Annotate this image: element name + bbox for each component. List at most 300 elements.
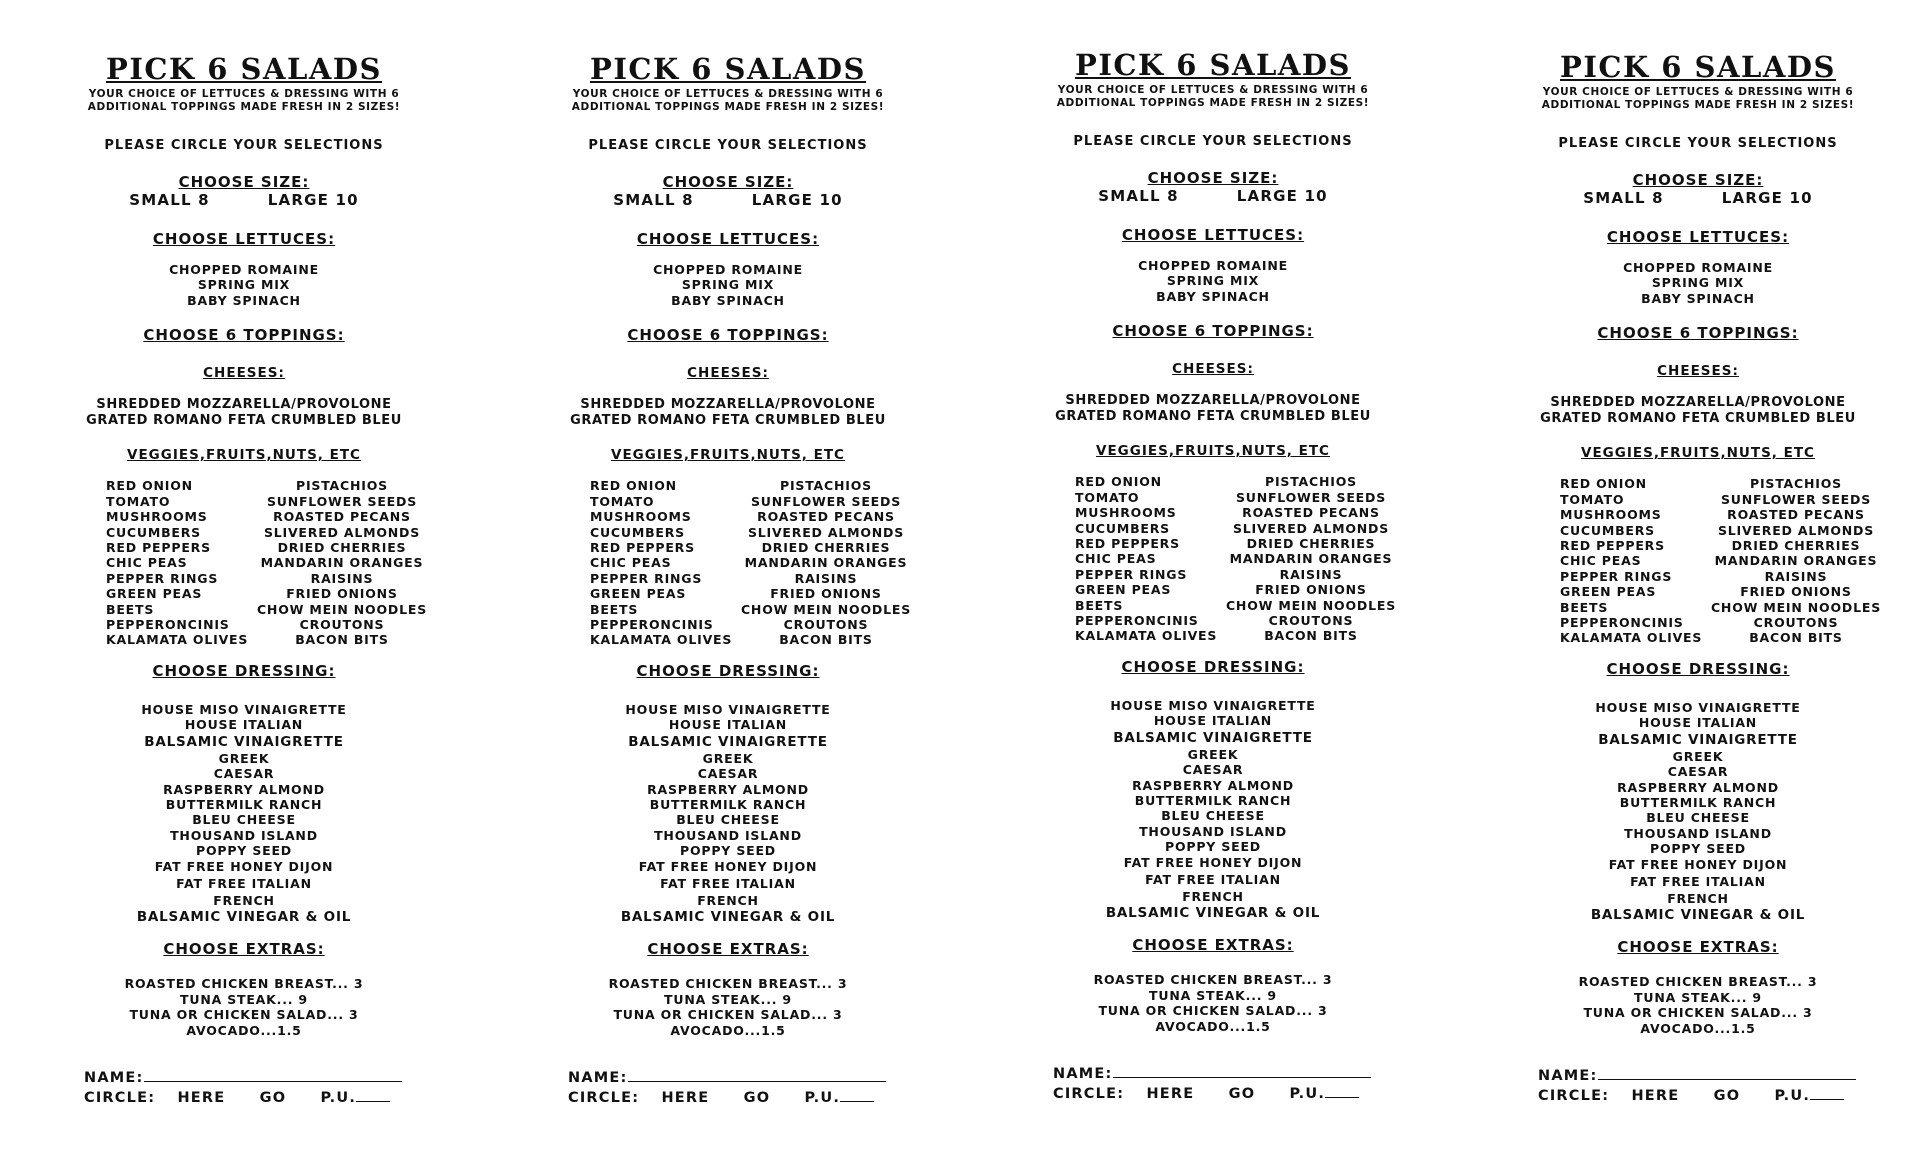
dressing-option[interactable]: GREEK: [218, 750, 270, 766]
size-heading: CHOOSE SIZE:: [1147, 169, 1279, 187]
dressing-list: [508, 702, 948, 926]
topping-option[interactable]: KALAMATA OLIVES: [590, 632, 733, 648]
size-options: [1478, 189, 1918, 207]
veggies-left-column: [590, 478, 732, 647]
cheese-option[interactable]: SHREDDED MOZZARELLA/PROVOLONE: [96, 397, 392, 413]
topping-option[interactable]: GREEN PEAS: [1560, 584, 1657, 600]
subtitle-line: YOUR CHOICE OF LETTUCES & DRESSING WITH 6: [1542, 86, 1854, 98]
dressing-option[interactable]: BLEU CHEESE: [1161, 808, 1265, 824]
go-option[interactable]: GO: [743, 1089, 771, 1106]
size-large-option[interactable]: LARGE 10: [1721, 189, 1813, 207]
dressing-option[interactable]: HOUSE MISO VINAIGRETTE: [625, 701, 831, 717]
topping-option[interactable]: CHIC PEAS: [590, 555, 672, 571]
topping-option[interactable]: CHOW MEIN NOODLES: [740, 601, 911, 617]
subtitle-line: ADDITIONAL TOPPINGS MADE FRESH IN 2 SIZES!: [571, 101, 885, 113]
toppings-heading: CHOOSE 6 TOPPINGS:: [1112, 322, 1314, 341]
dressing-option[interactable]: BALSAMIC VINEGAR & OIL: [1590, 907, 1806, 924]
topping-option[interactable]: PEPPERONCINIS: [1075, 613, 1199, 629]
dressing-option[interactable]: POPPY SEED: [680, 843, 776, 859]
topping-option[interactable]: PISTACHIOS: [1749, 476, 1842, 492]
dressing-option[interactable]: GREEK: [1672, 748, 1724, 764]
topping-option[interactable]: CUCUMBERS: [1075, 520, 1170, 536]
extra-option[interactable]: TUNA OR CHICKEN SALAD... 3: [613, 1007, 843, 1023]
extra-option[interactable]: ROASTED CHICKEN BREAST... 3: [608, 976, 848, 992]
topping-option[interactable]: PEPPERONCINIS: [1560, 615, 1684, 631]
topping-option[interactable]: MANDARIN ORANGES: [744, 555, 908, 571]
dressing-option[interactable]: POPPY SEED: [1165, 839, 1261, 855]
name-row: [84, 1068, 464, 1088]
name-row: [1538, 1066, 1918, 1086]
veggies-left-column: [1560, 476, 1702, 645]
topping-option[interactable]: GREEN PEAS: [106, 586, 203, 602]
circle-instruction: PLEASE CIRCLE YOUR SELECTIONS: [1558, 136, 1838, 151]
lettuce-option[interactable]: SPRING MIX: [1166, 273, 1260, 289]
lettuce-option[interactable]: SPRING MIX: [1651, 275, 1745, 291]
size-options: [993, 187, 1433, 205]
cheese-list: [24, 397, 464, 428]
dressing-heading: CHOOSE DRESSING:: [636, 661, 820, 680]
topping-option[interactable]: ROASTED PECANS: [273, 509, 411, 525]
topping-option[interactable]: MUSHROOMS: [1560, 507, 1662, 523]
topping-option[interactable]: CHOW MEIN NOODLES: [1710, 599, 1881, 615]
veggies-right-column: [1711, 476, 1881, 645]
dressing-option[interactable]: FAT FREE HONEY DIJON: [154, 858, 334, 874]
subtitle-line: YOUR CHOICE OF LETTUCES & DRESSING WITH 6: [88, 88, 400, 100]
topping-option[interactable]: SUNFLOWER SEEDS: [1720, 491, 1871, 507]
menu-title: PICK 6 SALADS: [1075, 48, 1351, 82]
topping-option[interactable]: FRIED ONIONS: [1740, 584, 1852, 600]
size-large-option[interactable]: LARGE 10: [751, 191, 843, 209]
topping-option[interactable]: MANDARIN ORANGES: [260, 555, 424, 571]
cheese-option[interactable]: GRATED ROMANO FETA CRUMBLED BLEU: [1540, 410, 1856, 426]
dressing-list: [24, 702, 464, 926]
topping-option[interactable]: TOMATO: [1075, 489, 1140, 505]
dressing-option[interactable]: POPPY SEED: [1650, 841, 1746, 857]
dressing-option[interactable]: BUTTERMILK RANCH: [165, 796, 323, 812]
pickup-option[interactable]: [1290, 1084, 1360, 1104]
name-label: NAME:: [84, 1069, 144, 1086]
order-card-4: [1478, 0, 1918, 1166]
topping-option[interactable]: CROUTONS: [1753, 615, 1839, 631]
extras-heading: CHOOSE EXTRAS:: [647, 940, 809, 959]
veggies-heading: VEGGIES,FRUITS,NUTS, ETC: [127, 447, 361, 464]
topping-option[interactable]: TOMATO: [590, 493, 655, 509]
size-heading: CHOOSE SIZE:: [1632, 171, 1764, 189]
topping-option[interactable]: DRIED CHERRIES: [761, 540, 891, 556]
veggies-grid: [24, 478, 464, 647]
topping-option[interactable]: SLIVERED ALMONDS: [747, 524, 905, 540]
dressing-option[interactable]: RASPBERRY ALMOND: [1617, 779, 1779, 795]
dressing-option[interactable]: BLEU CHEESE: [1646, 810, 1750, 826]
topping-option[interactable]: CUCUMBERS: [1560, 522, 1655, 538]
topping-option[interactable]: PISTACHIOS: [779, 478, 872, 494]
cheeses-heading: CHEESES:: [1172, 361, 1254, 378]
dressing-option[interactable]: FAT FREE HONEY DIJON: [1608, 856, 1788, 872]
topping-option[interactable]: DRIED CHERRIES: [277, 540, 407, 556]
cheese-option[interactable]: SHREDDED MOZZARELLA/PROVOLONE: [1550, 395, 1846, 411]
subtitle-line: YOUR CHOICE OF LETTUCES & DRESSING WITH 6: [1057, 84, 1369, 96]
topping-option[interactable]: MUSHROOMS: [1075, 505, 1177, 521]
circle-label: CIRCLE:: [84, 1089, 156, 1106]
lettuce-heading: CHOOSE LETTUCES:: [152, 230, 336, 248]
veggies-heading: VEGGIES,FRUITS,NUTS, ETC: [1581, 445, 1815, 462]
circle-instruction: PLEASE CIRCLE YOUR SELECTIONS: [588, 138, 868, 153]
cheese-option[interactable]: GRATED ROMANO FETA CRUMBLED BLEU: [86, 412, 402, 428]
order-form: [1478, 1066, 1918, 1106]
extra-option[interactable]: ROASTED CHICKEN BREAST... 3: [124, 976, 364, 992]
dressing-option[interactable]: BLEU CHEESE: [192, 812, 296, 828]
dressing-option[interactable]: FAT FREE ITALIAN: [1145, 871, 1281, 887]
here-option[interactable]: HERE: [661, 1089, 710, 1106]
dressing-option[interactable]: BALSAMIC VINAIGRETTE: [628, 733, 828, 750]
dressing-option[interactable]: HOUSE MISO VINAIGRETTE: [1110, 697, 1316, 713]
size-heading: CHOOSE SIZE:: [662, 173, 794, 191]
name-row: [1053, 1064, 1433, 1084]
topping-option[interactable]: CHIC PEAS: [106, 555, 188, 571]
name-label: NAME:: [568, 1069, 628, 1086]
lettuce-option[interactable]: CHOPPED ROMAINE: [169, 262, 319, 277]
dressing-option[interactable]: CAESAR: [1182, 762, 1244, 778]
dressing-option[interactable]: HOUSE ITALIAN: [1638, 715, 1758, 731]
pickup-line: [1810, 1086, 1844, 1100]
pickup-line: [1325, 1084, 1359, 1098]
size-heading: CHOOSE SIZE:: [178, 173, 310, 191]
topping-option[interactable]: PEPPERONCINIS: [106, 617, 230, 633]
topping-option[interactable]: ROASTED PECANS: [757, 509, 895, 525]
dressing-option[interactable]: THOUSAND ISLAND: [1624, 825, 1772, 841]
dressing-option[interactable]: BALSAMIC VINAIGRETTE: [1113, 729, 1313, 746]
subtitle-line: ADDITIONAL TOPPINGS MADE FRESH IN 2 SIZES!: [1056, 97, 1370, 109]
dressing-option[interactable]: FRENCH: [1182, 888, 1244, 904]
veggies-grid: [1478, 476, 1918, 645]
lettuce-option[interactable]: SPRING MIX: [197, 277, 291, 293]
topping-option[interactable]: RED PEPPERS: [590, 540, 695, 556]
dressing-option[interactable]: HOUSE MISO VINAIGRETTE: [141, 701, 347, 717]
topping-option[interactable]: BACON BITS: [779, 632, 873, 648]
extras-list: [1478, 974, 1918, 1036]
size-small-option[interactable]: SMALL 8: [129, 191, 210, 209]
topping-option[interactable]: BEETS: [1075, 597, 1124, 613]
topping-option[interactable]: CROUTONS: [1268, 613, 1354, 629]
topping-option[interactable]: PISTACHIOS: [295, 478, 388, 494]
size-large-option[interactable]: LARGE 10: [1236, 187, 1328, 205]
cheese-option[interactable]: GRATED ROMANO FETA CRUMBLED BLEU: [1055, 408, 1371, 424]
extra-option[interactable]: TUNA OR CHICKEN SALAD... 3: [1098, 1003, 1328, 1019]
name-row: [568, 1068, 948, 1088]
topping-option[interactable]: GREEN PEAS: [1075, 582, 1172, 598]
topping-option[interactable]: CUCUMBERS: [590, 524, 685, 540]
dressing-option[interactable]: CAESAR: [213, 766, 275, 782]
circle-instruction: PLEASE CIRCLE YOUR SELECTIONS: [104, 138, 384, 153]
size-large-option[interactable]: LARGE 10: [267, 191, 359, 209]
veggies-right-column: [1226, 474, 1396, 643]
dressing-option[interactable]: THOUSAND ISLAND: [654, 827, 802, 843]
topping-option[interactable]: PISTACHIOS: [1264, 474, 1357, 490]
dressing-option[interactable]: HOUSE ITALIAN: [184, 717, 304, 733]
topping-option[interactable]: MANDARIN ORANGES: [1229, 551, 1393, 567]
topping-option[interactable]: RAISINS: [310, 570, 374, 586]
lettuce-option[interactable]: SPRING MIX: [681, 277, 775, 293]
veggies-left-column: [106, 478, 248, 647]
dressing-option[interactable]: HOUSE MISO VINAIGRETTE: [1595, 699, 1801, 715]
lettuce-list: [24, 262, 464, 308]
extra-option[interactable]: AVOCADO...1.5: [670, 1022, 786, 1038]
menu-title: PICK 6 SALADS: [1560, 50, 1836, 84]
topping-option[interactable]: FRIED ONIONS: [770, 586, 882, 602]
toppings-heading: CHOOSE 6 TOPPINGS:: [143, 326, 345, 345]
lettuce-heading: CHOOSE LETTUCES:: [1606, 228, 1790, 246]
dressing-option[interactable]: BLEU CHEESE: [676, 812, 780, 828]
go-option[interactable]: GO: [259, 1089, 287, 1106]
dressing-option[interactable]: FRENCH: [697, 892, 759, 908]
dressing-option[interactable]: BUTTERMILK RANCH: [1134, 792, 1292, 808]
lettuce-option[interactable]: CHOPPED ROMAINE: [1623, 260, 1773, 275]
topping-option[interactable]: CHIC PEAS: [1075, 551, 1157, 567]
dressing-option[interactable]: BUTTERMILK RANCH: [649, 796, 807, 812]
veggies-grid: [993, 474, 1433, 643]
lettuce-list: [508, 262, 948, 308]
go-option[interactable]: GO: [1228, 1085, 1256, 1102]
extra-option[interactable]: TUNA STEAK... 9: [664, 991, 792, 1007]
topping-option[interactable]: MUSHROOMS: [106, 509, 208, 525]
topping-option[interactable]: RED ONION: [1560, 476, 1647, 492]
topping-option[interactable]: RAISINS: [1764, 568, 1828, 584]
veggies-heading: VEGGIES,FRUITS,NUTS, ETC: [611, 447, 845, 464]
topping-option[interactable]: MANDARIN ORANGES: [1714, 553, 1878, 569]
circle-instruction: PLEASE CIRCLE YOUR SELECTIONS: [1073, 134, 1353, 149]
menu-title: PICK 6 SALADS: [590, 52, 866, 86]
topping-option[interactable]: SUNFLOWER SEEDS: [750, 493, 901, 509]
extra-option[interactable]: TUNA STEAK... 9: [1149, 987, 1277, 1003]
extras-heading: CHOOSE EXTRAS:: [163, 940, 325, 959]
name-label: NAME:: [1053, 1065, 1113, 1082]
dressing-option[interactable]: FAT FREE ITALIAN: [1630, 873, 1766, 889]
extra-option[interactable]: TUNA STEAK... 9: [180, 991, 308, 1007]
name-field[interactable]: [144, 1068, 402, 1082]
topping-option[interactable]: KALAMATA OLIVES: [1560, 630, 1703, 646]
topping-option[interactable]: RED PEPPERS: [1075, 536, 1180, 552]
topping-option[interactable]: KALAMATA OLIVES: [106, 632, 249, 648]
dressing-option[interactable]: BALSAMIC VINAIGRETTE: [144, 733, 344, 750]
dressing-option[interactable]: POPPY SEED: [196, 843, 292, 859]
topping-option[interactable]: BACON BITS: [295, 632, 389, 648]
lettuce-option[interactable]: CHOPPED ROMAINE: [1138, 258, 1288, 273]
lettuce-option[interactable]: BABY SPINACH: [671, 292, 785, 308]
pickup-label: P.U.: [320, 1089, 357, 1106]
extra-option[interactable]: TUNA STEAK... 9: [1634, 989, 1762, 1005]
size-small-option[interactable]: SMALL 8: [1098, 187, 1179, 205]
veggies-heading: VEGGIES,FRUITS,NUTS, ETC: [1096, 443, 1330, 460]
lettuce-option[interactable]: BABY SPINACH: [187, 292, 301, 308]
dressing-option[interactable]: FAT FREE HONEY DIJON: [638, 858, 818, 874]
dressing-list: [993, 698, 1433, 922]
topping-option[interactable]: TOMATO: [106, 493, 171, 509]
dressing-option[interactable]: HOUSE ITALIAN: [1153, 713, 1273, 729]
menu-subtitle: [508, 88, 948, 114]
topping-option[interactable]: ROASTED PECANS: [1242, 505, 1380, 521]
topping-option[interactable]: BEETS: [590, 601, 639, 617]
extra-option[interactable]: AVOCADO...1.5: [1640, 1020, 1756, 1036]
pickup-label: P.U.: [804, 1089, 841, 1106]
cheeses-heading: CHEESES:: [203, 365, 285, 382]
topping-option[interactable]: ROASTED PECANS: [1727, 507, 1865, 523]
dressing-option[interactable]: GREEK: [1187, 746, 1239, 762]
topping-option[interactable]: TOMATO: [1560, 491, 1625, 507]
lettuce-list: [1478, 260, 1918, 306]
dressing-option[interactable]: BALSAMIC VINEGAR & OIL: [136, 909, 352, 926]
topping-option[interactable]: RED ONION: [106, 478, 193, 494]
dressing-option[interactable]: CAESAR: [1667, 764, 1729, 780]
veggies-left-column: [1075, 474, 1217, 643]
dressing-option[interactable]: RASPBERRY ALMOND: [647, 781, 809, 797]
topping-option[interactable]: RED PEPPERS: [106, 540, 211, 556]
go-option[interactable]: GO: [1713, 1087, 1741, 1104]
topping-option[interactable]: CROUTONS: [299, 617, 385, 633]
topping-option[interactable]: CUCUMBERS: [106, 524, 201, 540]
dressing-option[interactable]: FRENCH: [1667, 890, 1729, 906]
dressing-option[interactable]: BALSAMIC VINEGAR & OIL: [620, 909, 836, 926]
topping-option[interactable]: PEPPER RINGS: [590, 570, 703, 586]
topping-option[interactable]: RED PEPPERS: [1560, 538, 1665, 554]
lettuce-heading: CHOOSE LETTUCES:: [636, 230, 820, 248]
dressing-option[interactable]: FAT FREE ITALIAN: [176, 875, 312, 891]
dressing-option[interactable]: BUTTERMILK RANCH: [1619, 794, 1777, 810]
topping-option[interactable]: FRIED ONIONS: [1255, 582, 1367, 598]
dressing-heading: CHOOSE DRESSING:: [1121, 657, 1305, 676]
dressing-option[interactable]: RASPBERRY ALMOND: [163, 781, 325, 797]
dressing-option[interactable]: CAESAR: [697, 766, 759, 782]
topping-option[interactable]: BEETS: [106, 601, 155, 617]
topping-option[interactable]: BACON BITS: [1264, 628, 1358, 644]
topping-option[interactable]: GREEN PEAS: [590, 586, 687, 602]
topping-option[interactable]: SUNFLOWER SEEDS: [1235, 489, 1386, 505]
dressing-option[interactable]: RASPBERRY ALMOND: [1132, 777, 1294, 793]
topping-option[interactable]: RED ONION: [1075, 474, 1162, 490]
size-options: [508, 191, 948, 209]
pickup-line: [840, 1088, 874, 1102]
topping-option[interactable]: SLIVERED ALMONDS: [1232, 520, 1390, 536]
menu-title: PICK 6 SALADS: [106, 52, 382, 86]
topping-option[interactable]: SLIVERED ALMONDS: [1717, 522, 1875, 538]
topping-option[interactable]: CHOW MEIN NOODLES: [256, 601, 427, 617]
topping-option[interactable]: SLIVERED ALMONDS: [263, 524, 421, 540]
extra-option[interactable]: AVOCADO...1.5: [186, 1022, 302, 1038]
menu-subtitle: [24, 88, 464, 114]
dressing-option[interactable]: GREEK: [702, 750, 754, 766]
extras-list: [24, 976, 464, 1038]
extra-option[interactable]: TUNA OR CHICKEN SALAD... 3: [1583, 1005, 1813, 1021]
topping-option[interactable]: BACON BITS: [1749, 630, 1843, 646]
cheese-option[interactable]: GRATED ROMANO FETA CRUMBLED BLEU: [570, 412, 886, 428]
topping-option[interactable]: BEETS: [1560, 599, 1609, 615]
topping-option[interactable]: KALAMATA OLIVES: [1075, 628, 1218, 644]
lettuce-option[interactable]: BABY SPINACH: [1641, 290, 1755, 306]
dressing-option[interactable]: FAT FREE ITALIAN: [660, 875, 796, 891]
circle-label: CIRCLE:: [568, 1089, 640, 1106]
topping-option[interactable]: MUSHROOMS: [590, 509, 692, 525]
menu-subtitle: [993, 84, 1433, 110]
topping-option[interactable]: CHOW MEIN NOODLES: [1225, 597, 1396, 613]
lettuce-heading: CHOOSE LETTUCES:: [1121, 226, 1305, 244]
name-field[interactable]: [1113, 1064, 1371, 1078]
pickup-label: P.U.: [1289, 1085, 1326, 1102]
extras-heading: CHOOSE EXTRAS:: [1132, 936, 1294, 955]
extra-option[interactable]: ROASTED CHICKEN BREAST... 3: [1093, 972, 1333, 988]
here-option[interactable]: HERE: [1631, 1087, 1680, 1104]
dressing-option[interactable]: FAT FREE HONEY DIJON: [1123, 854, 1303, 870]
topping-option[interactable]: CHIC PEAS: [1560, 553, 1642, 569]
topping-option[interactable]: RED ONION: [590, 478, 677, 494]
menu-subtitle: [1478, 86, 1918, 112]
toppings-heading: CHOOSE 6 TOPPINGS:: [1597, 324, 1799, 343]
subtitle-line: ADDITIONAL TOPPINGS MADE FRESH IN 2 SIZES!: [1541, 99, 1855, 111]
topping-option[interactable]: RAISINS: [1279, 566, 1343, 582]
veggies-right-column: [257, 478, 427, 647]
dressing-list: [1478, 700, 1918, 924]
pickup-option[interactable]: [1775, 1086, 1845, 1106]
extra-option[interactable]: TUNA OR CHICKEN SALAD... 3: [129, 1007, 359, 1023]
extra-option[interactable]: ROASTED CHICKEN BREAST... 3: [1578, 974, 1818, 990]
order-form: [24, 1068, 464, 1108]
topping-option[interactable]: DRIED CHERRIES: [1731, 538, 1861, 554]
cheese-option[interactable]: SHREDDED MOZZARELLA/PROVOLONE: [1065, 393, 1361, 409]
cheese-option[interactable]: SHREDDED MOZZARELLA/PROVOLONE: [580, 397, 876, 413]
topping-option[interactable]: PEPPERONCINIS: [590, 617, 714, 633]
name-field[interactable]: [628, 1068, 886, 1082]
extras-heading: CHOOSE EXTRAS:: [1617, 938, 1779, 957]
dressing-option[interactable]: BALSAMIC VINAIGRETTE: [1598, 731, 1798, 748]
size-small-option[interactable]: SMALL 8: [1583, 189, 1664, 207]
dressing-option[interactable]: BALSAMIC VINEGAR & OIL: [1105, 905, 1321, 922]
topping-option[interactable]: CROUTONS: [783, 617, 869, 633]
pickup-option[interactable]: [321, 1088, 391, 1108]
size-small-option[interactable]: SMALL 8: [613, 191, 694, 209]
toppings-heading: CHOOSE 6 TOPPINGS:: [627, 326, 829, 345]
dressing-option[interactable]: THOUSAND ISLAND: [170, 827, 318, 843]
topping-option[interactable]: FRIED ONIONS: [286, 586, 398, 602]
size-options: [24, 191, 464, 209]
pickup-label: P.U.: [1774, 1087, 1811, 1104]
name-field[interactable]: [1598, 1066, 1856, 1080]
topping-option[interactable]: DRIED CHERRIES: [1246, 536, 1376, 552]
circle-row: [568, 1088, 948, 1108]
dressing-option[interactable]: FRENCH: [213, 892, 275, 908]
cheeses-heading: CHEESES:: [687, 365, 769, 382]
dressing-option[interactable]: THOUSAND ISLAND: [1139, 823, 1287, 839]
cheese-list: [1478, 395, 1918, 426]
extras-list: [508, 976, 948, 1038]
cheese-list: [508, 397, 948, 428]
topping-option[interactable]: PEPPER RINGS: [1560, 568, 1673, 584]
dressing-option[interactable]: HOUSE ITALIAN: [668, 717, 788, 733]
topping-option[interactable]: PEPPER RINGS: [1075, 566, 1188, 582]
subtitle-line: ADDITIONAL TOPPINGS MADE FRESH IN 2 SIZES!: [87, 101, 401, 113]
topping-option[interactable]: RAISINS: [794, 570, 858, 586]
lettuce-option[interactable]: BABY SPINACH: [1156, 288, 1270, 304]
veggies-grid: [508, 478, 948, 647]
here-option[interactable]: HERE: [1146, 1085, 1195, 1102]
lettuce-option[interactable]: CHOPPED ROMAINE: [653, 262, 803, 277]
dressing-heading: CHOOSE DRESSING:: [1606, 659, 1790, 678]
cheese-list: [993, 393, 1433, 424]
order-card-3: [993, 0, 1433, 1166]
extras-list: [993, 972, 1433, 1034]
pickup-option[interactable]: [805, 1088, 875, 1108]
extra-option[interactable]: AVOCADO...1.5: [1155, 1018, 1271, 1034]
here-option[interactable]: HERE: [177, 1089, 226, 1106]
topping-option[interactable]: PEPPER RINGS: [106, 570, 219, 586]
topping-option[interactable]: SUNFLOWER SEEDS: [266, 493, 417, 509]
